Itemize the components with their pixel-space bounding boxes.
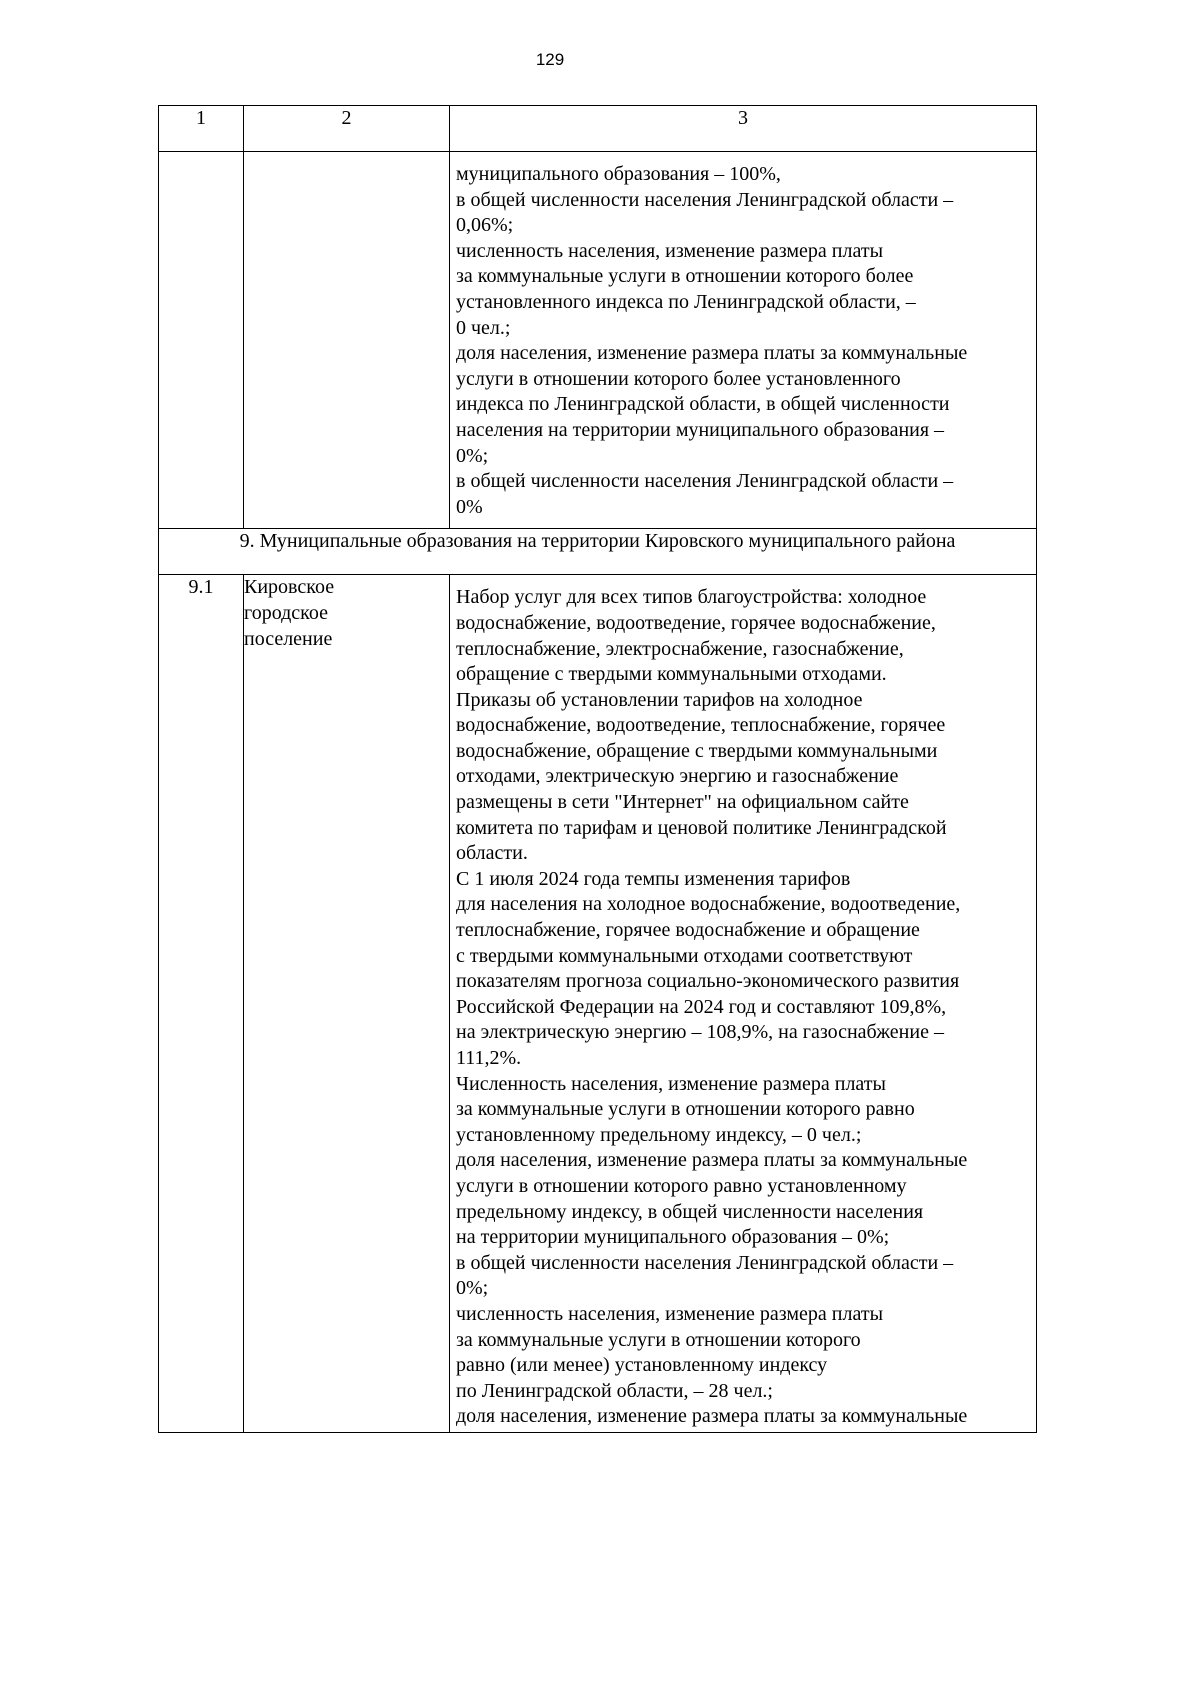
- text-line: в общей численности населения Ленинградской области –: [456, 470, 954, 493]
- municipality-name-lines: [244, 575, 449, 652]
- table-row-9-1: [159, 575, 1037, 1433]
- text-line: населения на территории муниципального образования –: [456, 418, 945, 441]
- text-line: численность населения, изменение размера платы: [456, 239, 884, 262]
- table-header-row: [159, 106, 1037, 152]
- section-title-row: [159, 529, 1037, 575]
- text-line: предельному индексу, в общей численности населения: [456, 1200, 924, 1223]
- text-line: водоснабжение, водоотведение, теплоснабжение, горячее: [456, 714, 946, 737]
- text-line: за коммунальные услуги в отношении которого: [456, 1328, 861, 1351]
- text-line: Российской Федерации на 2024 год и составляют 109,8%,: [456, 995, 947, 1018]
- text-line: 0%;: [456, 1277, 489, 1300]
- continuation-text-cell: [450, 152, 1037, 529]
- page-number: 129: [535, 50, 565, 69]
- text-line: муниципального образования – 100%,: [456, 163, 781, 185]
- text-line: на электрическую энергию – 108,9%, на газоснабжение –: [456, 1021, 944, 1044]
- header-col-3: 3: [450, 106, 1037, 152]
- continuation-col-1: [159, 152, 244, 529]
- text-line: теплоснабжение, горячее водоснабжение и обращение: [456, 919, 920, 942]
- text-line: доля населения, изменение размера платы за коммунальные: [456, 342, 968, 365]
- text-line: по Ленинградской области, – 28 чел.;: [456, 1379, 773, 1402]
- text-line: равно (или менее) установленному индексу: [456, 1354, 828, 1377]
- text-line: численность населения, изменение размера платы: [456, 1302, 884, 1325]
- text-line: 0 чел.;: [456, 316, 511, 339]
- text-line: для населения на холодное водоснабжение, водоотведение,: [456, 893, 961, 916]
- text-line: с твердыми коммунальными отходами соответствуют: [456, 944, 913, 967]
- row-number: 9.1: [159, 575, 244, 1433]
- header-col-2: 2: [244, 106, 450, 152]
- text-line: услуги в отношении которого равно установленному: [456, 1174, 907, 1197]
- document-table: [158, 105, 1037, 1433]
- text-line: теплоснабжение, электроснабжение, газоснабжение,: [456, 637, 904, 660]
- text-line: размещены в сети "Интернет" на официальном сайте: [456, 791, 909, 814]
- text-line: Кировское: [244, 576, 335, 599]
- text-line: комитета по тарифам и ценовой политике Ленинградской: [456, 816, 947, 839]
- municipality-name: [244, 575, 450, 1433]
- text-line: в общей численности населения Ленинградской области –: [456, 1251, 954, 1274]
- text-line: отходами, электрическую энергию и газоснабжение: [456, 765, 899, 788]
- continuation-col-2: [244, 152, 450, 529]
- text-line: установленного индекса по Ленинградской области, –: [456, 290, 916, 313]
- text-line: за коммунальные услуги в отношении которого более: [456, 265, 914, 288]
- text-line: 0,06%;: [456, 214, 514, 237]
- text-line: индекса по Ленинградской области, в общей численности: [456, 393, 950, 416]
- section-title: 9. Муниципальные образования на территории Кировского муниципального района: [159, 529, 1037, 575]
- text-line: водоснабжение, водоотведение, горячее водоснабжение,: [456, 611, 936, 634]
- header-col-1: 1: [159, 106, 244, 152]
- text-line: обращение с твердыми коммунальными отходами.: [456, 663, 887, 686]
- continuation-text: [450, 152, 1036, 528]
- text-line: показателям прогноза социально-экономического развития: [456, 970, 960, 993]
- row-9-1-text: [450, 575, 1036, 1432]
- text-line: 0%;: [456, 444, 489, 467]
- text-line: в общей численности населения Ленинградской области –: [456, 188, 954, 211]
- text-line: поселение: [244, 627, 333, 650]
- text-line: установленному предельному индексу, – 0 чел.;: [456, 1123, 862, 1146]
- text-line: 0%: [456, 495, 483, 518]
- text-line: доля населения, изменение размера платы за коммунальные: [456, 1405, 968, 1428]
- text-line: Приказы об установлении тарифов на холодное: [456, 688, 863, 711]
- text-line: 111,2%.: [456, 1047, 522, 1069]
- text-line: за коммунальные услуги в отношении которого равно: [456, 1098, 915, 1121]
- text-line: услуги в отношении которого более установленного: [456, 367, 901, 390]
- text-line: области.: [456, 842, 528, 865]
- text-line: Набор услуг для всех типов благоустройства: холодное: [456, 586, 927, 609]
- text-line: на территории муниципального образования – 0%;: [456, 1226, 890, 1249]
- row-9-1-text-cell: [450, 575, 1037, 1433]
- text-line: С 1 июля 2024 года темпы изменения тарифов: [456, 867, 851, 890]
- text-line: Численность населения, изменение размера платы: [456, 1072, 886, 1095]
- table-row-continuation: [159, 152, 1037, 529]
- text-line: водоснабжение, обращение с твердыми коммунальными: [456, 739, 938, 762]
- text-line: доля населения, изменение размера платы за коммунальные: [456, 1149, 968, 1172]
- text-line: городское: [244, 601, 329, 624]
